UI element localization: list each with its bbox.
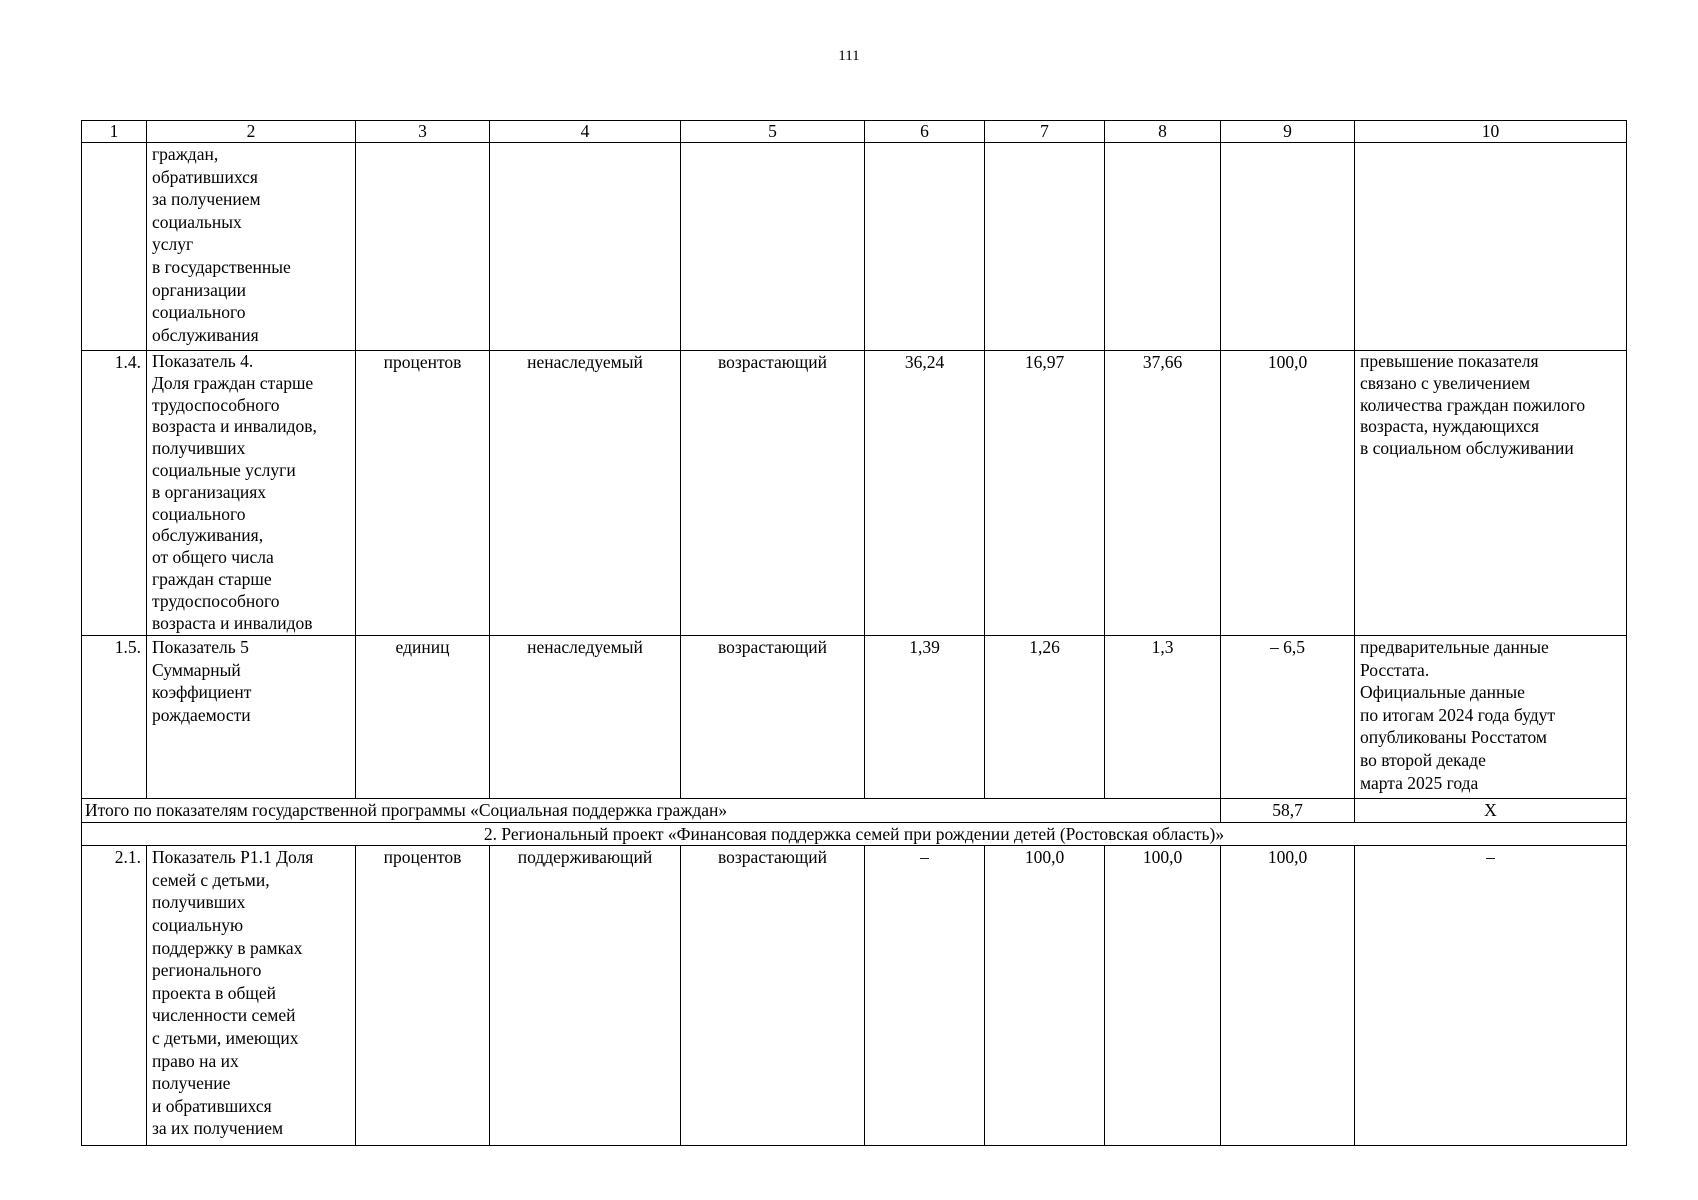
col-number-9: 9	[1221, 121, 1355, 143]
value-col9: 100,0	[1221, 351, 1355, 636]
unit-cell: единиц	[356, 636, 490, 799]
table-row	[82, 143, 1627, 351]
direction-cell	[681, 143, 865, 351]
indicator-name: Показатель 4. Доля граждан старше трудоспособного возраста и инвалидов, получивших социальные услуги в организациях социального обслуживания, от общего числа граждан старше трудоспособного возраста и инвалидов	[147, 351, 356, 636]
type-cell: ненаследуемый	[490, 636, 681, 799]
unit-cell	[356, 143, 490, 351]
value-col6: –	[865, 846, 985, 1146]
row-number: 1.5.	[82, 636, 147, 799]
unit-cell: процентов	[356, 351, 490, 636]
value-col7	[985, 143, 1105, 351]
total-label: Итого по показателям государственной программы «Социальная поддержка граждан»	[82, 799, 1221, 823]
type-cell: поддерживающий	[490, 846, 681, 1146]
type-cell	[490, 143, 681, 351]
value-col8: 37,66	[1105, 351, 1221, 636]
col-number-1: 1	[82, 121, 147, 143]
value-col9: – 6,5	[1221, 636, 1355, 799]
table-row	[82, 351, 1627, 636]
col-number-10: 10	[1355, 121, 1627, 143]
note-cell: предварительные данные Росстата. Официальные данные по итогам 2024 года будут опубликованы Росстатом во второй декаде марта 2025 года	[1355, 636, 1627, 799]
note-cell: превышение показателя связано с увеличением количества граждан пожилого возраста, нуждающихся в социальном обслуживании	[1355, 351, 1627, 636]
value-col9	[1221, 143, 1355, 351]
value-col7: 1,26	[985, 636, 1105, 799]
value-col6: 1,39	[865, 636, 985, 799]
note-cell: –	[1355, 846, 1627, 1146]
total-value: 58,7	[1221, 799, 1355, 823]
col-number-3: 3	[356, 121, 490, 143]
col-number-5: 5	[681, 121, 865, 143]
column-number-row	[82, 121, 1627, 143]
table-row	[82, 636, 1627, 799]
indicator-name: Показатель 5 Суммарный коэффициент рождаемости	[147, 636, 356, 799]
value-col7: 100,0	[985, 846, 1105, 1146]
row-number: 1.4.	[82, 351, 147, 636]
col-number-8: 8	[1105, 121, 1221, 143]
value-col8: 100,0	[1105, 846, 1221, 1146]
col-number-6: 6	[865, 121, 985, 143]
indicator-name: граждан, обратившихся за получением социальных услуг в государственные организации социального обслуживания	[147, 143, 356, 351]
value-col8: 1,3	[1105, 636, 1221, 799]
col-number-7: 7	[985, 121, 1105, 143]
col-number-2: 2	[147, 121, 356, 143]
col-number-4: 4	[490, 121, 681, 143]
section-title: 2. Региональный проект «Финансовая поддержка семей при рождении детей (Ростовская область)»	[82, 822, 1627, 846]
note-cell	[1355, 143, 1627, 351]
value-col9: 100,0	[1221, 846, 1355, 1146]
value-col7: 16,97	[985, 351, 1105, 636]
value-col6: 36,24	[865, 351, 985, 636]
row-number: 2.1.	[82, 846, 147, 1146]
page-number: 111	[838, 48, 860, 64]
direction-cell: возрастающий	[681, 636, 865, 799]
value-col6	[865, 143, 985, 351]
total-row	[82, 799, 1627, 823]
table-row	[82, 846, 1627, 1146]
indicators-table	[81, 120, 1627, 1146]
direction-cell: возрастающий	[681, 846, 865, 1146]
value-col8	[1105, 143, 1221, 351]
type-cell: ненаследуемый	[490, 351, 681, 636]
total-note: X	[1355, 799, 1627, 823]
row-number	[82, 143, 147, 351]
direction-cell: возрастающий	[681, 351, 865, 636]
section-header-row	[82, 822, 1627, 846]
indicator-name: Показатель Р1.1 Доля семей с детьми, получивших социальную поддержку в рамках регионального проекта в общей численности семей с детьми, имеющих право на их получение и обратившихся за их получением	[147, 846, 356, 1146]
unit-cell: процентов	[356, 846, 490, 1146]
